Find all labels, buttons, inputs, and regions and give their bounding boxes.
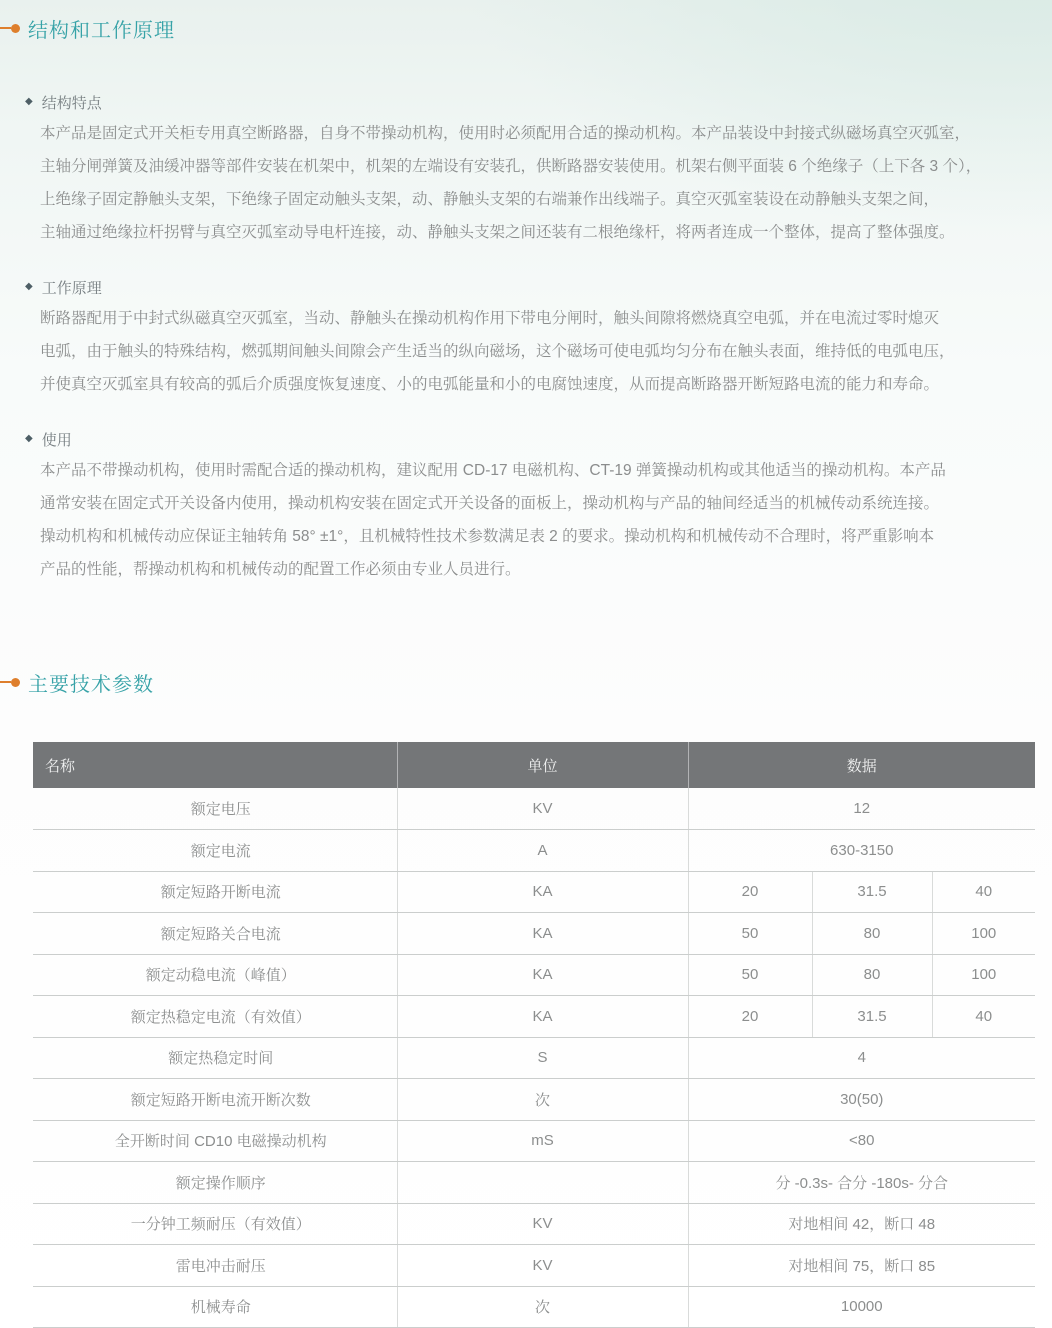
param-name-cell: 额定热稳定时间 [33,1037,397,1079]
paragraph [40,117,1052,249]
param-unit-cell: KV [397,1245,688,1287]
param-data-cell: 100 [932,954,1035,996]
param-data-cell: 80 [812,913,932,955]
table-row [33,871,1035,913]
param-data-cell: 12 [688,788,1035,830]
header-data: 数据 [688,742,1035,788]
paragraph-line: 主轴分闸弹簧及油缓冲器等部件安装在机架中，机架的左端设有安装孔，供断路器安装使用。机架右侧平面装 6 个绝缘子（上下各 3 个）， [40,158,982,175]
param-name-cell: 雷电冲击耐压 [33,1245,397,1287]
param-name-cell: 额定短路开断电流开断次数 [33,1079,397,1121]
paragraph-line: 电弧，由于触头的特殊结构，燃弧期间触头间隙会产生适当的纵向磁场，这个磁场可使电弧均匀分布在触头表面，维持低的电弧电压， [40,343,955,360]
table-row [33,1203,1035,1245]
table-row [33,954,1035,996]
param-data-cell: 80 [812,954,932,996]
param-data-cell: 20 [688,871,812,913]
param-name-cell: 额定热稳定电流（有效值） [33,996,397,1038]
section-technical-parameters [0,668,1052,1328]
param-data-cell: 50 [688,913,812,955]
param-unit-cell: KV [397,788,688,830]
param-data-cell: 40 [932,871,1035,913]
param-data-cell: 对地相间 42，断口 48 [688,1203,1035,1245]
param-data-cell: 10000 [688,1286,1035,1328]
header-name: 名称 [33,742,397,788]
subsection-title: 工作原理 [41,279,102,297]
accent-line [0,681,11,683]
diamond-bullet-icon: ◆ [25,433,33,444]
param-name-cell: 额定动稳电流（峰值） [33,954,397,996]
orange-bullet-icon [11,24,20,33]
section-title-row [0,14,1052,42]
subsection [25,90,1052,249]
param-data-cell: 50 [688,954,812,996]
param-unit-cell: mS [397,1120,688,1162]
param-data-cell: 分 -0.3s- 合分 -180s- 分合 [688,1162,1035,1204]
table-row [33,1120,1035,1162]
section-title: 主要技术参数 [28,673,154,696]
table-header [33,742,1035,788]
param-data-cell: <80 [688,1120,1035,1162]
paragraph [40,454,1052,586]
table-header-row [33,742,1035,788]
param-data-cell: 20 [688,996,812,1038]
param-unit-cell: KV [397,1203,688,1245]
subsection-title: 结构特点 [41,94,102,112]
param-unit-cell [397,1162,688,1204]
subsection [25,275,1052,401]
param-unit-cell: S [397,1037,688,1079]
paragraph-line: 通常安装在固定式开关设备内使用，操动机构安装在固定式开关设备的面板上，操动机构与产品的轴间经适当的机械传动系统连接。 [40,495,940,512]
subsection-heading [25,427,1052,451]
table-row [33,913,1035,955]
param-unit-cell: 次 [397,1079,688,1121]
paragraph-line: 本产品不带操动机构，使用时需配合适的操动机构，建议配用 CD-17 电磁机构、CT-19 弹簧操动机构或其他适当的操动机构。本产品 [40,462,946,479]
paragraph-line: 并使真空灭弧室具有较高的弧后介质强度恢复速度、小的电弧能量和小的电腐蚀速度，从而提高断路器开断短路电流的能力和寿命。 [40,376,940,393]
param-name-cell: 额定操作顺序 [33,1162,397,1204]
param-name-cell: 额定短路关合电流 [33,913,397,955]
param-data-cell: 40 [932,996,1035,1038]
paragraph-line: 主轴通过绝缘拉杆拐臂与真空灭弧室动导电杆连接，动、静触头支架之间还装有二根绝缘杆，将两者连成一个整体，提高了整体强度。 [40,224,955,241]
paragraph-line: 产品的性能，帮操动机构和机械传动的配置工作必须由专业人员进行。 [40,561,521,578]
subsection-heading [25,275,1052,299]
diamond-bullet-icon: ◆ [25,96,33,107]
param-name-cell: 额定电压 [33,788,397,830]
param-unit-cell: KA [397,871,688,913]
param-unit-cell: KA [397,996,688,1038]
table-row [33,1245,1035,1287]
header-unit: 单位 [397,742,688,788]
param-data-cell: 31.5 [812,996,932,1038]
subsection-heading [25,90,1052,114]
subsection [25,427,1052,586]
table-row [33,1079,1035,1121]
paragraph [40,302,1052,401]
diamond-bullet-icon: ◆ [25,281,33,292]
table-body [33,788,1035,1328]
param-name-cell: 额定短路开断电流 [33,871,397,913]
table-row [33,830,1035,872]
table-row [33,788,1035,830]
param-data-cell: 对地相间 75，断口 85 [688,1245,1035,1287]
param-unit-cell: KA [397,913,688,955]
table-row [33,1037,1035,1079]
param-unit-cell: A [397,830,688,872]
table-row [33,996,1035,1038]
section-structure-principle [0,14,1052,586]
param-data-cell: 30(50) [688,1079,1035,1121]
orange-bullet-icon [11,678,20,687]
section-title: 结构和工作原理 [28,19,175,42]
parameters-table [33,742,1035,1328]
param-name-cell: 一分钟工频耐压（有效值） [33,1203,397,1245]
section-title-row [0,668,1052,696]
param-data-cell: 31.5 [812,871,932,913]
paragraph-line: 断路器配用于中封式纵磁真空灭弧室，当动、静触头在操动机构作用下带电分闸时，触头间隙将燃烧真空电弧，并在电流过零时熄灭 [40,310,940,327]
param-unit-cell: KA [397,954,688,996]
param-data-cell: 630-3150 [688,830,1035,872]
subsection-title: 使用 [41,431,72,449]
param-name-cell: 额定电流 [33,830,397,872]
subsection-list [0,90,1052,586]
param-data-cell: 100 [932,913,1035,955]
paragraph-line: 上绝缘子固定静触头支架，下绝缘子固定动触头支架，动、静触头支架的右端兼作出线端子。真空灭弧室装设在动静触头支架之间， [40,191,940,208]
param-unit-cell: 次 [397,1286,688,1328]
paragraph-line: 操动机构和机械传动应保证主轴转角 58° ±1°，且机械特性技术参数满足表 2 的要求。操动机构和机械传动不合理时，将严重影响本 [40,528,935,545]
param-data-cell: 4 [688,1037,1035,1079]
paragraph-line: 本产品是固定式开关柜专用真空断路器，自身不带操动机构，使用时必须配用合适的操动机构。本产品装设中封接式纵磁场真空灭弧室， [40,125,971,142]
table-row [33,1162,1035,1204]
param-name-cell: 机械寿命 [33,1286,397,1328]
param-name-cell: 全开断时间 CD10 电磁操动机构 [33,1120,397,1162]
accent-line [0,27,11,29]
